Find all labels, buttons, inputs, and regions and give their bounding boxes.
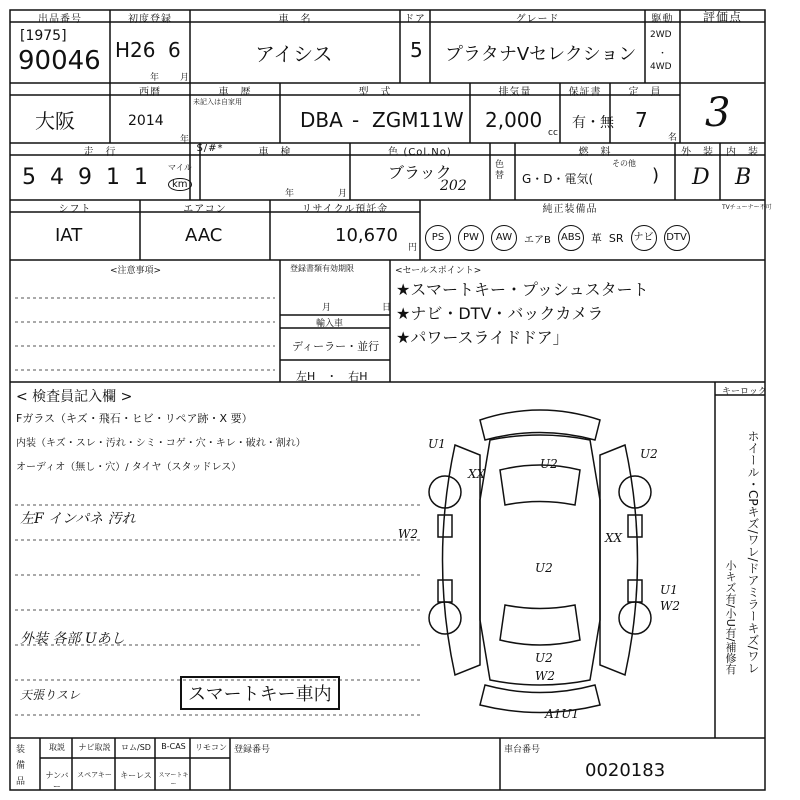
footer-item: B-CAS: [161, 742, 186, 751]
color-value: ブラック: [388, 163, 452, 182]
damage-mark: XX: [468, 467, 486, 481]
reg-number-label: 登録番号: [234, 745, 271, 755]
model-label: 型 式: [358, 87, 392, 98]
door-count: 5: [410, 38, 423, 62]
damage-mark: W2: [398, 527, 418, 541]
equip-sunroof: SR: [608, 231, 624, 245]
recycle-label: リサイクル預託金: [301, 204, 389, 215]
model-prefix: DBA: [300, 108, 343, 132]
month-unit: 月: [180, 73, 190, 83]
color-number: 202: [440, 178, 467, 194]
side-note-1: ホイール・CPキズ/ワレ/ドアミラーキズ/ワレ: [746, 430, 760, 674]
score-value: 3: [705, 90, 731, 136]
inspector-line-interior: 内装（キズ・スレ・汚れ・シミ・コゲ・穴・キレ・破れ・割れ）: [16, 438, 306, 449]
aircon-label: エアコン: [183, 204, 227, 215]
recycle-yen: 円: [408, 243, 418, 253]
equip-navi: ナビ: [631, 225, 657, 251]
inspector-line-audio: オーディオ（無し・穴）/ タイヤ（スタッドレス）: [16, 462, 242, 473]
rating-label: 評価点: [702, 10, 742, 24]
lot-label: 出品番号: [38, 14, 82, 25]
footer-equip-label: 装備品: [16, 745, 26, 787]
warranty-label: 保証書: [568, 87, 602, 98]
key-lock-label: キーロック: [722, 387, 767, 397]
first-reg-era-year: H26: [115, 38, 156, 62]
inspector-line-glass: Fガラス（キズ・飛石・ヒビ・リペア跡・X 要）: [16, 412, 253, 425]
model-dash: -: [352, 108, 360, 132]
capacity-value: 7: [635, 108, 648, 132]
mileage-unit-km: km: [168, 178, 192, 191]
capacity-label: 定 員: [628, 87, 662, 98]
damage-mark: XX: [605, 531, 623, 545]
steering-value: 左H ・ 右H: [296, 370, 368, 383]
mileage-digit: 9: [78, 165, 106, 190]
equip-aw: AW: [491, 225, 517, 251]
fuel-close: ): [652, 165, 660, 186]
recycle-value: 10,670: [335, 225, 398, 246]
warranty-value: 有・無: [572, 115, 614, 131]
mileage-unit-mile: マイル: [168, 163, 192, 172]
car-name: アイシス: [255, 42, 333, 66]
inspection-month-unit: 月: [338, 189, 348, 199]
equip-dtv: DTV: [664, 225, 690, 251]
western-year: 2014: [128, 113, 164, 129]
fuel-other-label: その他: [612, 159, 636, 168]
aircon-value: AAC: [185, 225, 223, 246]
damage-mark: W2: [660, 599, 680, 613]
grade-value: プラタナVセレクション: [445, 44, 637, 65]
equip-ps: PS: [425, 225, 451, 251]
hand-note-3: 天張りスレ: [20, 688, 81, 702]
shift-value: IAT: [55, 225, 83, 246]
side-note-2: 小キズ有/小U有/補修有: [724, 560, 737, 675]
western-year-unit: 年: [180, 135, 190, 145]
footer-item: ロム/SD: [121, 743, 151, 752]
drive-4wd: 4WD: [650, 62, 672, 72]
damage-mark: U2: [535, 561, 553, 575]
inspection-year-unit: 年: [285, 189, 295, 199]
first-reg-label: 初度登録: [128, 14, 172, 25]
equip-pw: PW: [458, 225, 484, 251]
lot-prefix: [1975]: [20, 28, 67, 44]
western-year-label: 西暦: [139, 87, 161, 98]
footer-item: リモコン: [195, 743, 227, 752]
sales-point: ★スマートキー・プッシュスタート: [396, 280, 649, 299]
damage-mark: U1: [660, 583, 678, 597]
year-unit: 年: [150, 73, 160, 83]
hand-note-2: 外装 各部 Uあし: [20, 631, 125, 647]
mileage-label: 走 行: [83, 147, 117, 158]
damage-mark: U2: [640, 447, 658, 461]
vehicle-history-note: 未記入は自家用: [193, 98, 242, 106]
smart-key-stamp: スマートキー車内: [180, 676, 340, 710]
damage-mark: W2: [535, 669, 555, 683]
damage-mark: A1U1: [545, 707, 580, 721]
reg-month: 月: [322, 303, 332, 313]
import-label: 輸入車: [316, 319, 344, 329]
door-label: ドア: [404, 14, 426, 25]
displacement-value: 2,000: [485, 108, 543, 132]
inspection-label: 車 検: [258, 147, 292, 158]
model-code: ZGM11W: [372, 108, 464, 132]
equip-airbag: エアB: [524, 234, 551, 246]
interior-label: 内 装: [726, 147, 759, 158]
drive-2wd: 2WD: [650, 30, 672, 40]
capacity-unit: 名: [668, 133, 678, 143]
shift-label: シフト: [58, 204, 92, 215]
damage-mark: U1: [428, 437, 446, 451]
dealer-value: ディーラー・並行: [292, 340, 380, 353]
region: 大阪: [35, 109, 75, 133]
equip-abs: ABS: [558, 225, 584, 251]
options-label: 純正装備品: [542, 204, 598, 215]
mileage-digit: 4: [50, 165, 78, 190]
sales-label: <セールスポイント>: [395, 266, 482, 276]
inspector-title: < 検査員記入欄 >: [16, 389, 133, 405]
registration-label: 登録書類有効期限: [290, 264, 354, 273]
drive-label: 駆動: [651, 14, 674, 25]
footer-item: キーレス: [120, 771, 152, 780]
damage-mark: U2: [535, 651, 553, 665]
mileage-digit: 1: [106, 165, 134, 190]
exterior-label: 外 装: [681, 147, 714, 158]
displacement-label: 排気量: [498, 87, 532, 98]
fuel-options: G・D・電気(: [522, 172, 594, 186]
first-reg-month: 6: [168, 38, 181, 62]
car-name-label: 車 名: [278, 14, 312, 25]
drive-sep: ・: [658, 49, 668, 59]
footer-item: 取説: [49, 743, 65, 752]
hand-note-1: 左F インパネ 汚れ: [20, 511, 136, 527]
reg-day: 日: [382, 303, 392, 313]
color-change-label: 色替: [495, 160, 505, 181]
exterior-grade: D: [692, 165, 710, 190]
sd-label: S/#*: [196, 143, 224, 154]
sales-point: ★パワースライドドア」: [396, 328, 569, 347]
chassis-number: 0020183: [585, 760, 666, 781]
sales-point: ★ナビ・DTV・バックカメラ: [396, 304, 604, 323]
interior-grade: B: [735, 165, 752, 190]
footer-item: スマートキー: [158, 772, 189, 788]
mileage-digit: 1: [134, 165, 162, 190]
caution-label: <注意事項>: [110, 266, 162, 276]
footer-item: ナンバー: [45, 771, 69, 791]
mileage-digit: 5: [22, 165, 50, 190]
lot-number: 90046: [18, 46, 101, 76]
grade-label: グレード: [515, 14, 560, 25]
equip-leather: 革: [590, 232, 602, 245]
displacement-unit: cc: [548, 128, 558, 138]
vehicle-history-label: 車 歴: [218, 87, 252, 98]
tv-note: TVチューナー不可: [722, 204, 772, 211]
fuel-label: 燃 料: [578, 147, 612, 158]
footer-item: スペアキー: [77, 771, 112, 779]
damage-mark: U2: [540, 457, 558, 471]
chassis-label: 車台番号: [504, 745, 541, 755]
footer-item: ナビ取説: [78, 743, 111, 752]
color-label: 色 (Col.No): [388, 147, 452, 158]
